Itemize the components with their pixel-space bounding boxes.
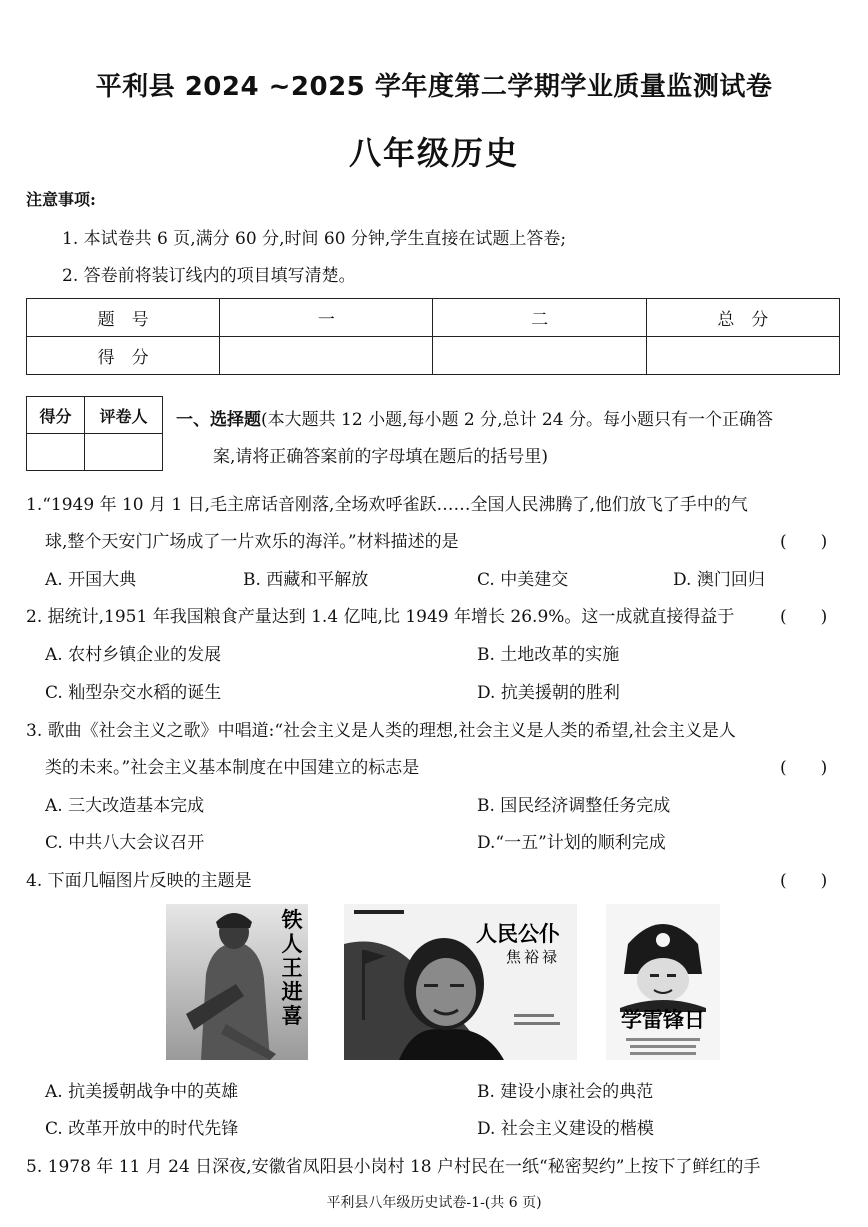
q2-option-a: A. 农村乡镇企业的发展 [45, 645, 222, 665]
q1-option-a: A. 开国大典 [45, 570, 137, 590]
score-table [26, 298, 840, 375]
score-header-total: 总 分 [646, 299, 839, 337]
q1-option-b: B. 西藏和平解放 [243, 570, 369, 590]
page-footer: 平利县八年级历史试卷-1-(共 6 页) [326, 1195, 542, 1211]
lei-feng-portrait-icon [606, 904, 720, 1060]
section1-desc-line1: (本大题共 12 小题,每小题 2 分,总计 24 分。每小题只有一个正确答 [261, 410, 773, 430]
grader-name-cell[interactable] [85, 434, 163, 471]
grader-name-label: 评卷人 [85, 397, 163, 434]
q3-answer-paren[interactable]: ( ) [780, 758, 828, 778]
q2-answer-paren[interactable]: ( ) [780, 607, 828, 627]
subject-title: 八年级历史 [348, 134, 519, 172]
section1-title: 一、选择题 [176, 410, 261, 430]
score-cell-total[interactable] [646, 337, 839, 375]
q1-line2: 球,整个天安门广场成了一片欢乐的海洋。”材料描述的是 [45, 532, 459, 552]
lei-feng-caption: 学雷锋日 [621, 1008, 705, 1032]
q2-line1: 2. 据统计,1951 年我国粮食产量达到 1.4 亿吨,比 1949 年增长 26.9%。这一成就直接得益于 [26, 607, 735, 627]
q2-option-d: D. 抗美援朝的胜利 [477, 683, 620, 703]
score-header-label: 题 号 [27, 299, 220, 337]
q3-line2: 类的未来。”社会主义基本制度在中国建立的标志是 [45, 758, 420, 778]
note-item-1: 1. 本试卷共 6 页,满分 60 分,时间 60 分钟,学生直接在试题上答卷; [62, 229, 567, 249]
score-cell-part1[interactable] [220, 337, 433, 375]
q3-option-a: A. 三大改造基本完成 [45, 796, 205, 816]
q1-answer-paren[interactable]: ( ) [780, 532, 828, 552]
q1-line1: 1.“1949 年 10 月 1 日,毛主席话音刚落,全场欢呼雀跃……全国人民沸腾了,他们放飞了手中的气 [26, 495, 748, 515]
image-jiao-yulu [344, 904, 577, 1060]
q5-line1: 5. 1978 年 11 月 24 日深夜,安徽省凤阳县小岗村 18 户村民在一纸“秘密契约”上按下了鲜红的手 [26, 1157, 761, 1177]
q1-option-d: D. 澳门回归 [673, 570, 765, 590]
q4-option-b: B. 建设小康社会的典范 [477, 1082, 654, 1102]
grader-score-label: 得分 [27, 397, 85, 434]
q3-option-b: B. 国民经济调整任务完成 [477, 796, 671, 816]
note-item-2: 2. 答卷前将装订线内的项目填写清楚。 [62, 266, 356, 286]
q3-line1: 3. 歌曲《社会主义之歌》中唱道:“社会主义是人类的理想,社会主义是人类的希望,社会主义是人 [26, 721, 736, 741]
notes-heading: 注意事项: [26, 190, 96, 209]
score-header-part1: 一 [220, 299, 433, 337]
q4-option-a: A. 抗美援朝战争中的英雄 [45, 1082, 239, 1102]
q1-option-c: C. 中美建交 [477, 570, 569, 590]
score-cell-part2[interactable] [433, 337, 646, 375]
q2-option-b: B. 土地改革的实施 [477, 645, 620, 665]
q4-answer-paren[interactable]: ( ) [780, 871, 828, 891]
section1-header [176, 405, 773, 430]
score-header-part2: 二 [433, 299, 646, 337]
jiao-yulu-name: 焦裕禄 [506, 948, 561, 966]
image-wang-jinxi [166, 904, 308, 1060]
exam-title: 平利县 2024 ~2025 学年度第二学期学业质量监测试卷 [95, 72, 773, 102]
q3-option-c: C. 中共八大会议召开 [45, 833, 205, 853]
grader-box [26, 396, 163, 471]
q2-option-c: C. 籼型杂交水稻的诞生 [45, 683, 222, 703]
grader-score-cell[interactable] [27, 434, 85, 471]
wang-jinxi-caption: 铁人王进喜 [281, 908, 303, 1028]
q4-line1: 4. 下面几幅图片反映的主题是 [26, 871, 252, 891]
q4-option-d: D. 社会主义建设的楷模 [477, 1119, 654, 1139]
q4-option-c: C. 改革开放中的时代先锋 [45, 1119, 239, 1139]
image-lei-feng [606, 904, 720, 1060]
score-row-label: 得 分 [27, 337, 220, 375]
q3-option-d: D.“一五”计划的顺利完成 [477, 833, 666, 853]
section1-desc-line2: 案,请将正确答案前的字母填在题后的括号里) [213, 447, 549, 467]
jiao-yulu-title: 人民公仆 [476, 922, 560, 946]
